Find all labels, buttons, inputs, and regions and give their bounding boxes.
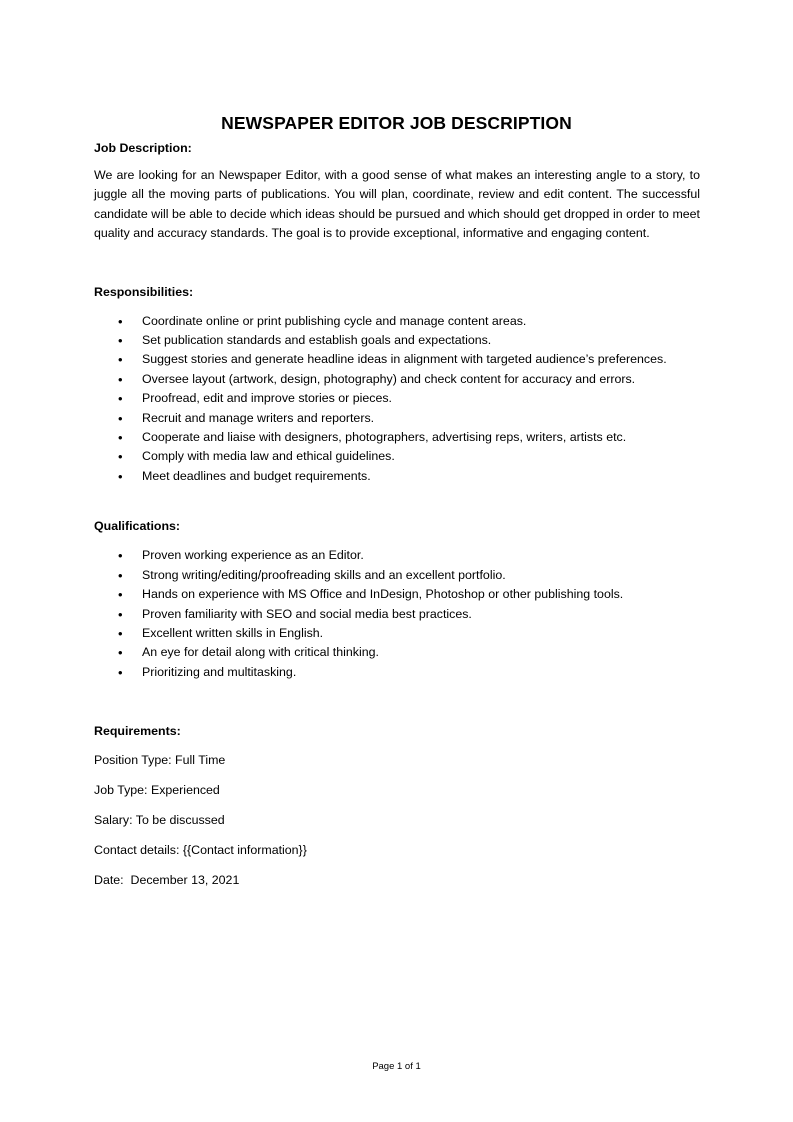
document-body xyxy=(94,139,700,890)
list-item xyxy=(94,546,700,565)
bullet-icon: • xyxy=(118,548,123,564)
list-item-text: Cooperate and liaise with designers, photographers, advertising reps, writers, artists etc. xyxy=(142,430,627,445)
document-title: NEWSPAPER EDITOR JOB DESCRIPTION xyxy=(221,113,572,133)
list-item-text: Proven working experience as an Editor. xyxy=(142,548,364,563)
list-item xyxy=(94,409,700,428)
position-type: Position Type: Full Time xyxy=(94,753,226,768)
list-item-text: Set publication standards and establish goals and expectations. xyxy=(142,333,492,348)
list-item-text: Coordinate online or print publishing cycle and manage content areas. xyxy=(142,313,527,328)
job-description-heading: Job Description: xyxy=(94,141,192,155)
bullet-icon: • xyxy=(118,468,123,484)
bullet-icon: • xyxy=(118,410,123,426)
contact-details: Contact details: {{Contact information}} xyxy=(94,843,307,858)
list-item-text: Meet deadlines and budget requirements. xyxy=(142,468,371,483)
list-item xyxy=(94,447,700,466)
qualifications-list xyxy=(94,546,700,682)
bullet-icon: • xyxy=(118,587,123,603)
list-item-text: Suggest stories and generate headline ideas in alignment with targeted audience’s preferences. xyxy=(142,352,667,367)
requirements-heading: Requirements: xyxy=(94,724,181,739)
list-item-text: Excellent written skills in English. xyxy=(142,625,324,640)
document-date: Date: December 13, 2021 xyxy=(94,873,240,888)
list-item xyxy=(94,585,700,604)
list-item-text: Recruit and manage writers and reporters. xyxy=(142,410,375,425)
list-item-text: An eye for detail along with critical thinking. xyxy=(142,645,379,660)
bullet-icon: • xyxy=(118,352,123,368)
list-item xyxy=(94,624,700,643)
list-item xyxy=(94,389,700,408)
bullet-icon: • xyxy=(118,645,123,661)
bullet-icon: • xyxy=(118,606,123,622)
bullet-icon: • xyxy=(118,430,123,446)
bullet-icon: • xyxy=(118,371,123,387)
list-item-text: Oversee layout (artwork, design, photography) and check content for accuracy and errors. xyxy=(142,371,636,386)
list-item-text: Proofread, edit and improve stories or pieces. xyxy=(142,391,393,406)
list-item xyxy=(94,312,700,331)
bullet-icon: • xyxy=(118,449,123,465)
responsibilities-list xyxy=(94,312,700,487)
bullet-icon: • xyxy=(118,313,123,329)
list-item xyxy=(94,663,700,682)
list-item xyxy=(94,566,700,585)
bullet-icon: • xyxy=(118,391,123,407)
job-description-text: We are looking for an Newspaper Editor, with a good sense of what makes an interesting angle to a story, to juggle all the moving parts of publications. You will plan, coordinate, review and edit content. The successful candidate will be able to decide which ideas should be pursued and which should get dropped in order to meet quality and accuracy standards. The goal is to provide exceptional, informative and engaging content. xyxy=(94,168,700,241)
page-number: Page 1 of 1 xyxy=(372,1061,421,1072)
list-item-text: Proven familiarity with SEO and social media best practices. xyxy=(142,606,472,621)
list-item-text: Comply with media law and ethical guidelines. xyxy=(142,449,395,464)
list-item xyxy=(94,428,700,447)
list-item-text: Hands on experience with MS Office and InDesign, Photoshop or other publishing tools. xyxy=(142,587,624,602)
list-item xyxy=(94,643,700,662)
list-item-text: Prioritizing and multitasking. xyxy=(142,664,297,679)
bullet-icon: • xyxy=(118,567,123,583)
list-item xyxy=(94,370,700,389)
list-item xyxy=(94,331,700,350)
list-item xyxy=(94,605,700,624)
bullet-icon: • xyxy=(118,333,123,349)
job-type: Job Type: Experienced xyxy=(94,783,220,798)
salary: Salary: To be discussed xyxy=(94,813,225,828)
bullet-icon: • xyxy=(118,625,123,641)
list-item-text: Strong writing/editing/proofreading skills and an excellent portfolio. xyxy=(142,567,506,582)
bullet-icon: • xyxy=(118,664,123,680)
list-item xyxy=(94,467,700,486)
qualifications-heading: Qualifications: xyxy=(94,519,181,534)
list-item xyxy=(94,350,700,369)
responsibilities-heading: Responsibilities: xyxy=(94,284,194,299)
